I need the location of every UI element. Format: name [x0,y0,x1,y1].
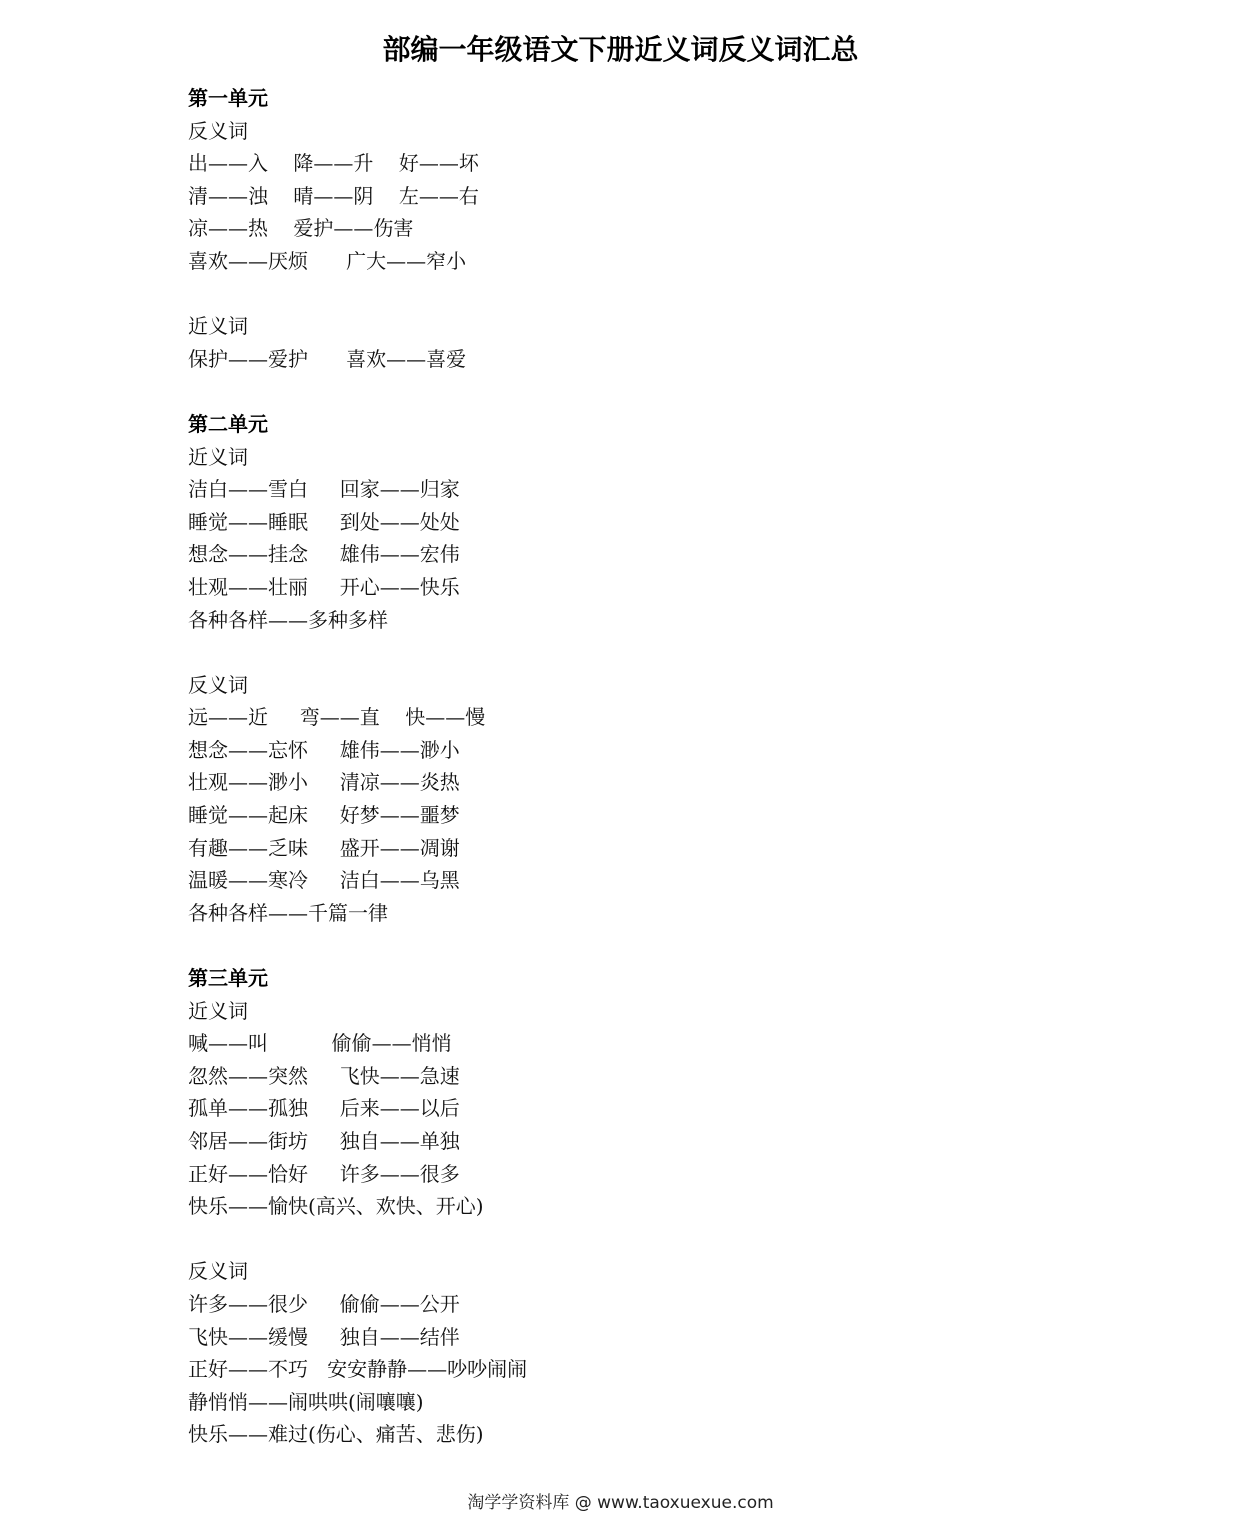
unit-heading-1: 第一单元 [188,86,268,110]
word-pair-line: 想念——忘怀 雄伟——渺小 [188,737,460,762]
word-pair-line: 静悄悄——闹哄哄(闹嚷嚷) [188,1389,424,1414]
word-pair-line: 快乐——难过(伤心、痛苦、悲伤) [188,1422,484,1447]
unit-heading-2: 第二单元 [188,411,268,436]
word-pair-line: 忽然——突然 飞快——急速 [188,1063,460,1088]
word-pair-line: 凉——热 爱护——伤害 [188,216,414,241]
group-label: 近义词 [188,314,248,339]
word-pair-line: 喜欢——厌烦 广大——窄小 [188,248,467,273]
word-pair-line: 邻居——街坊 独自——单独 [188,1129,460,1153]
word-pair-line: 壮观——壮丽 开心——快乐 [188,574,460,599]
word-pair-line: 洁白——雪白 回家——归家 [188,477,460,502]
word-pair-line: 正好——恰好 许多——很多 [188,1161,460,1186]
word-pair-line: 清——浊 晴——阴 左——右 [188,183,479,208]
word-pair-line: 壮观——渺小 清凉——炎热 [188,770,460,795]
group-label: 反义词 [188,118,248,143]
word-pair-line: 孤单——孤独 后来——以后 [188,1096,460,1121]
spacer [188,1223,1088,1256]
word-pair-line: 正好——不巧 安安静静——吵吵闹闹 [188,1357,528,1382]
word-pair-line: 温暖——寒冷 洁白——乌黑 [188,868,460,893]
word-pair-line: 喊——叫 偷偷——悄悄 [188,1031,452,1056]
footer-watermark: 淘学学资料库 @ www.taoxuexue.com [467,1493,774,1513]
group-label: 反义词 [188,1259,248,1284]
group-label: 近义词 [188,998,248,1023]
unit-heading-3: 第三单元 [188,966,268,991]
group-label: 近义词 [188,444,248,469]
word-pair-line: 许多——很少 偷偷——公开 [188,1291,460,1316]
word-pair-line: 快乐——愉快(高兴、欢快、开心) [188,1194,484,1219]
group-label: 反义词 [188,672,248,697]
word-pair-line: 出——入 降——升 好——坏 [188,151,479,176]
word-pair-line: 远——近 弯——直 快——慢 [188,705,486,730]
spacer [188,929,1088,962]
document-title: 部编一年级语文下册近义词反义词汇总 [382,33,859,66]
word-pair-line: 各种各样——千篇一律 [188,900,388,925]
word-pair-line: 睡觉——起床 好梦——噩梦 [188,803,460,828]
word-pair-line: 各种各样——多种多样 [188,607,388,632]
spacer [188,636,1088,669]
word-pair-line: 保护——爱护 喜欢——喜爱 [188,346,467,371]
word-pair-line: 睡觉——睡眠 到处——处处 [188,509,460,534]
word-pair-line: 想念——挂念 雄伟——宏伟 [188,542,460,567]
document-body [188,82,1088,1451]
spacer [188,375,1088,408]
word-pair-line: 有趣——乏味 盛开——凋谢 [188,835,460,860]
spacer [188,278,1088,311]
word-pair-line: 飞快——缓慢 独自——结伴 [188,1324,460,1349]
